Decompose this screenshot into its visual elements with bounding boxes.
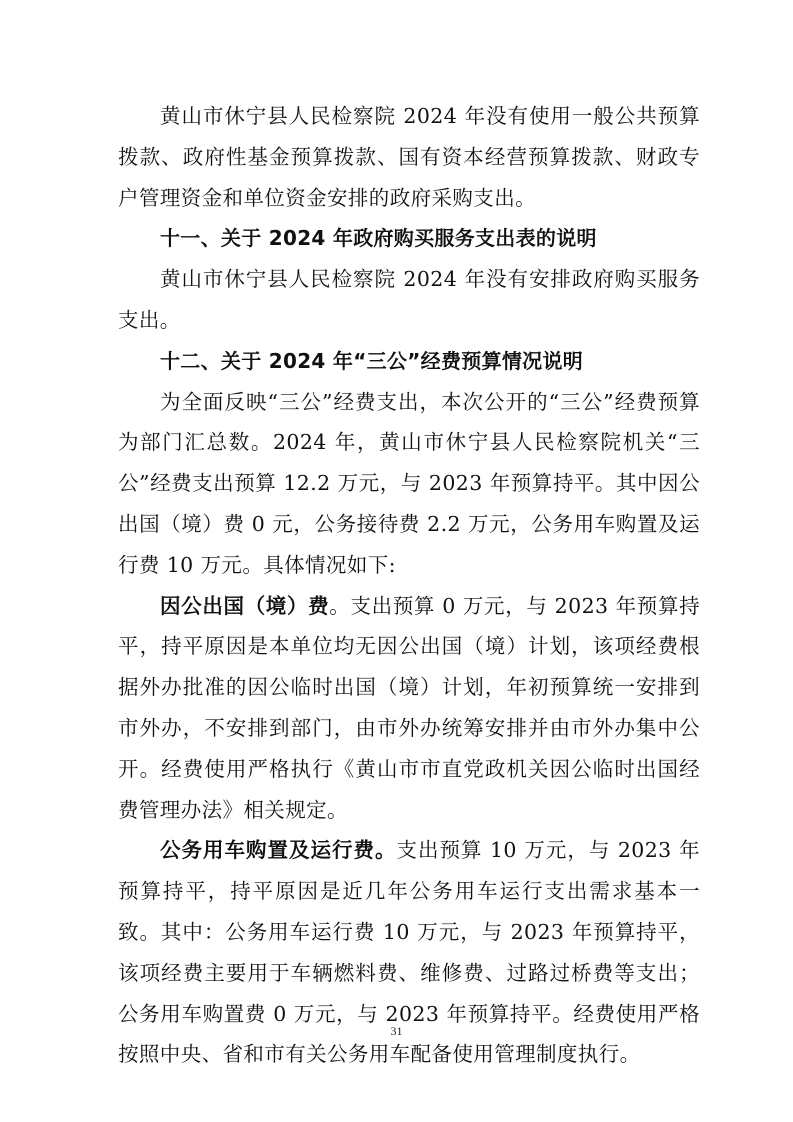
document-body xyxy=(118,96,700,1075)
paragraph-three-public-overview: 为全面反映“三公”经费支出，本次公开的“三公”经费预算为部门汇总数。2024 年，黄山市休宁县人民检察院机关“三公”经费支出预算 12.2 万元，与 2023 年预算持平。其中因公出国（境）费 0 元，公务接待费 2.2 万元，公务用车购置及运行费 10 万元。具体情况如下: xyxy=(118,389,700,577)
paragraph-body-official-vehicles: 支出预算 10 万元，与 2023 年预算持平，持平原因是近几年公务用车运行支出需求基本一致。其中：公务用车运行费 10 万元，与 2023 年预算持平，该项经费主要用于车辆燃料费、维修费、过路过桥费等支出；公务用车购置费 0 万元，与 2023 年预算持平。经费使用严格按照中央、省和市有关公务用车配备使用管理制度执行。 xyxy=(118,838,701,1067)
section-heading-12: 十二、关于 2024 年“三公”经费预算情况说明 xyxy=(160,348,584,373)
paragraph-overseas-travel xyxy=(118,586,700,831)
paragraph-lead-overseas-travel: 因公出国（境）费 xyxy=(160,593,330,618)
paragraph-lead-official-vehicles: 公务用车购置及运行费。 xyxy=(160,838,397,863)
section-heading-11: 十一、关于 2024 年政府购买服务支出表的说明 xyxy=(160,226,597,251)
paragraph-body-overseas-travel: 。支出预算 0 万元，与 2023 年预算持平，持平原因是本单位均无因公出国（境）计划，该项经费根据外办批准的因公临时出国（境）计划，年初预算统一安排到市外办，不安排到部门，由市外办统筹安排并由市外办集中公开。经费使用严格执行《黄山市市直党政机关因公临时出国经费管理办法》相关规定。 xyxy=(118,593,701,822)
paragraph-procurement-statement: 黄山市休宁县人民检察院 2024 年没有使用一般公共预算拨款、政府性基金预算拨款、国有资本经营预算拨款、财政专户管理资金和单位资金安排的政府采购支出。 xyxy=(118,104,700,210)
page-number: 31 xyxy=(390,1024,403,1038)
paragraph-purchased-services-statement: 黄山市休宁县人民检察院 2024 年没有安排政府购买服务支出。 xyxy=(118,267,700,332)
